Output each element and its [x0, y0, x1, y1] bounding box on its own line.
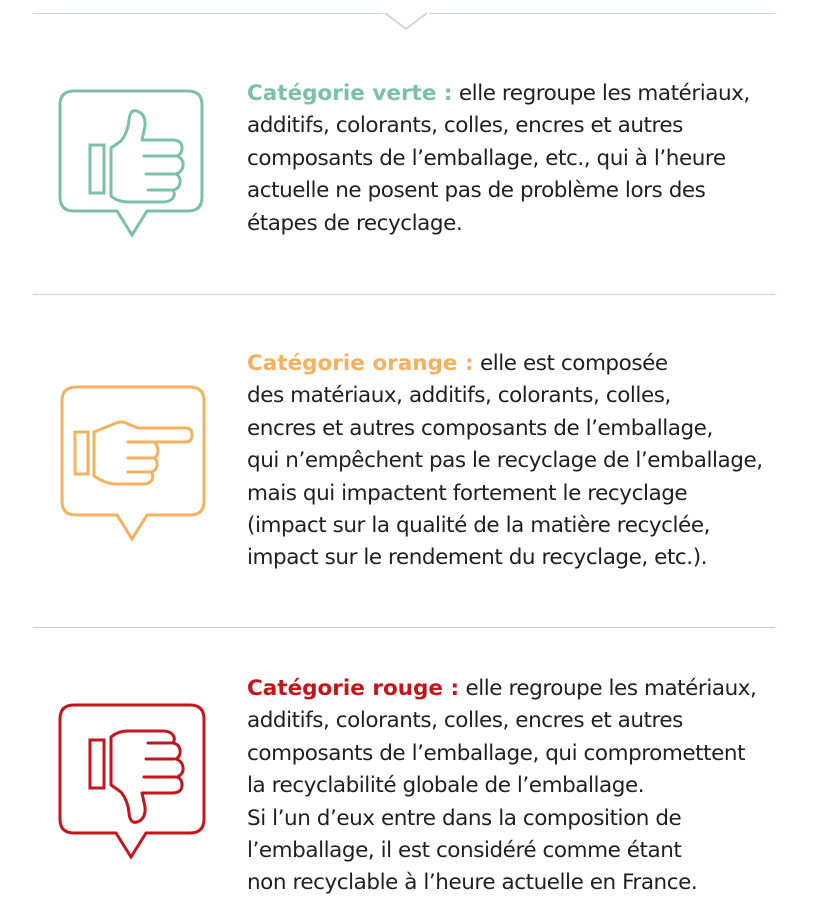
text-line: Si l’un d’eux entre dans la composition de	[247, 805, 682, 831]
text-line: additifs, colorants, colles, encres et autres	[247, 708, 683, 734]
divider-notch	[383, 0, 429, 32]
category-orange-label: Catégorie orange :	[247, 351, 474, 376]
text-line: Catégorie orange : elle est composée	[247, 351, 668, 376]
text-line: composants de l’emballage, etc., qui à l’heure	[247, 145, 726, 171]
text-line: Catégorie verte : elle regroupe les matériaux,	[247, 81, 750, 106]
thumbs-down-icon	[58, 702, 208, 862]
text-line: non recyclable à l’heure actuelle en France.	[247, 870, 698, 896]
category-orange-text	[247, 348, 787, 575]
text-line: des matériaux, additifs, colorants, colles,	[247, 383, 671, 409]
thumbs-up-icon	[58, 88, 208, 248]
text-line: impact sur le rendement du recyclage, etc.).	[247, 545, 708, 571]
section-divider	[33, 627, 775, 628]
text-line: composants de l’emballage, qui compromettent	[247, 740, 746, 766]
text-line: additifs, colorants, colles, encres et autres	[247, 113, 683, 139]
category-red-label: Catégorie rouge :	[247, 676, 460, 701]
text-line: étapes de recyclage.	[247, 210, 463, 236]
section-divider	[33, 294, 775, 295]
pointing-hand-icon	[58, 384, 208, 544]
text-line: mais qui impactent fortement le recyclage	[247, 480, 688, 506]
category-red-text	[247, 673, 787, 900]
text-line: Catégorie rouge : elle regroupe les matériaux,	[247, 676, 757, 701]
text-line: actuelle ne posent pas de problème lors des	[247, 178, 706, 204]
text-line: (impact sur la qualité de la matière recyclée,	[247, 513, 710, 539]
text-line: encres et autres composants de l’emballage,	[247, 415, 713, 441]
text-line: qui n’empêchent pas le recyclage de l’emballage,	[247, 448, 763, 474]
category-green-text	[247, 78, 787, 240]
category-green-label: Catégorie verte :	[247, 81, 453, 106]
text-line: l’emballage, il est considéré comme étant	[247, 838, 682, 864]
text-line: la recyclabilité globale de l’emballage.	[247, 773, 645, 799]
